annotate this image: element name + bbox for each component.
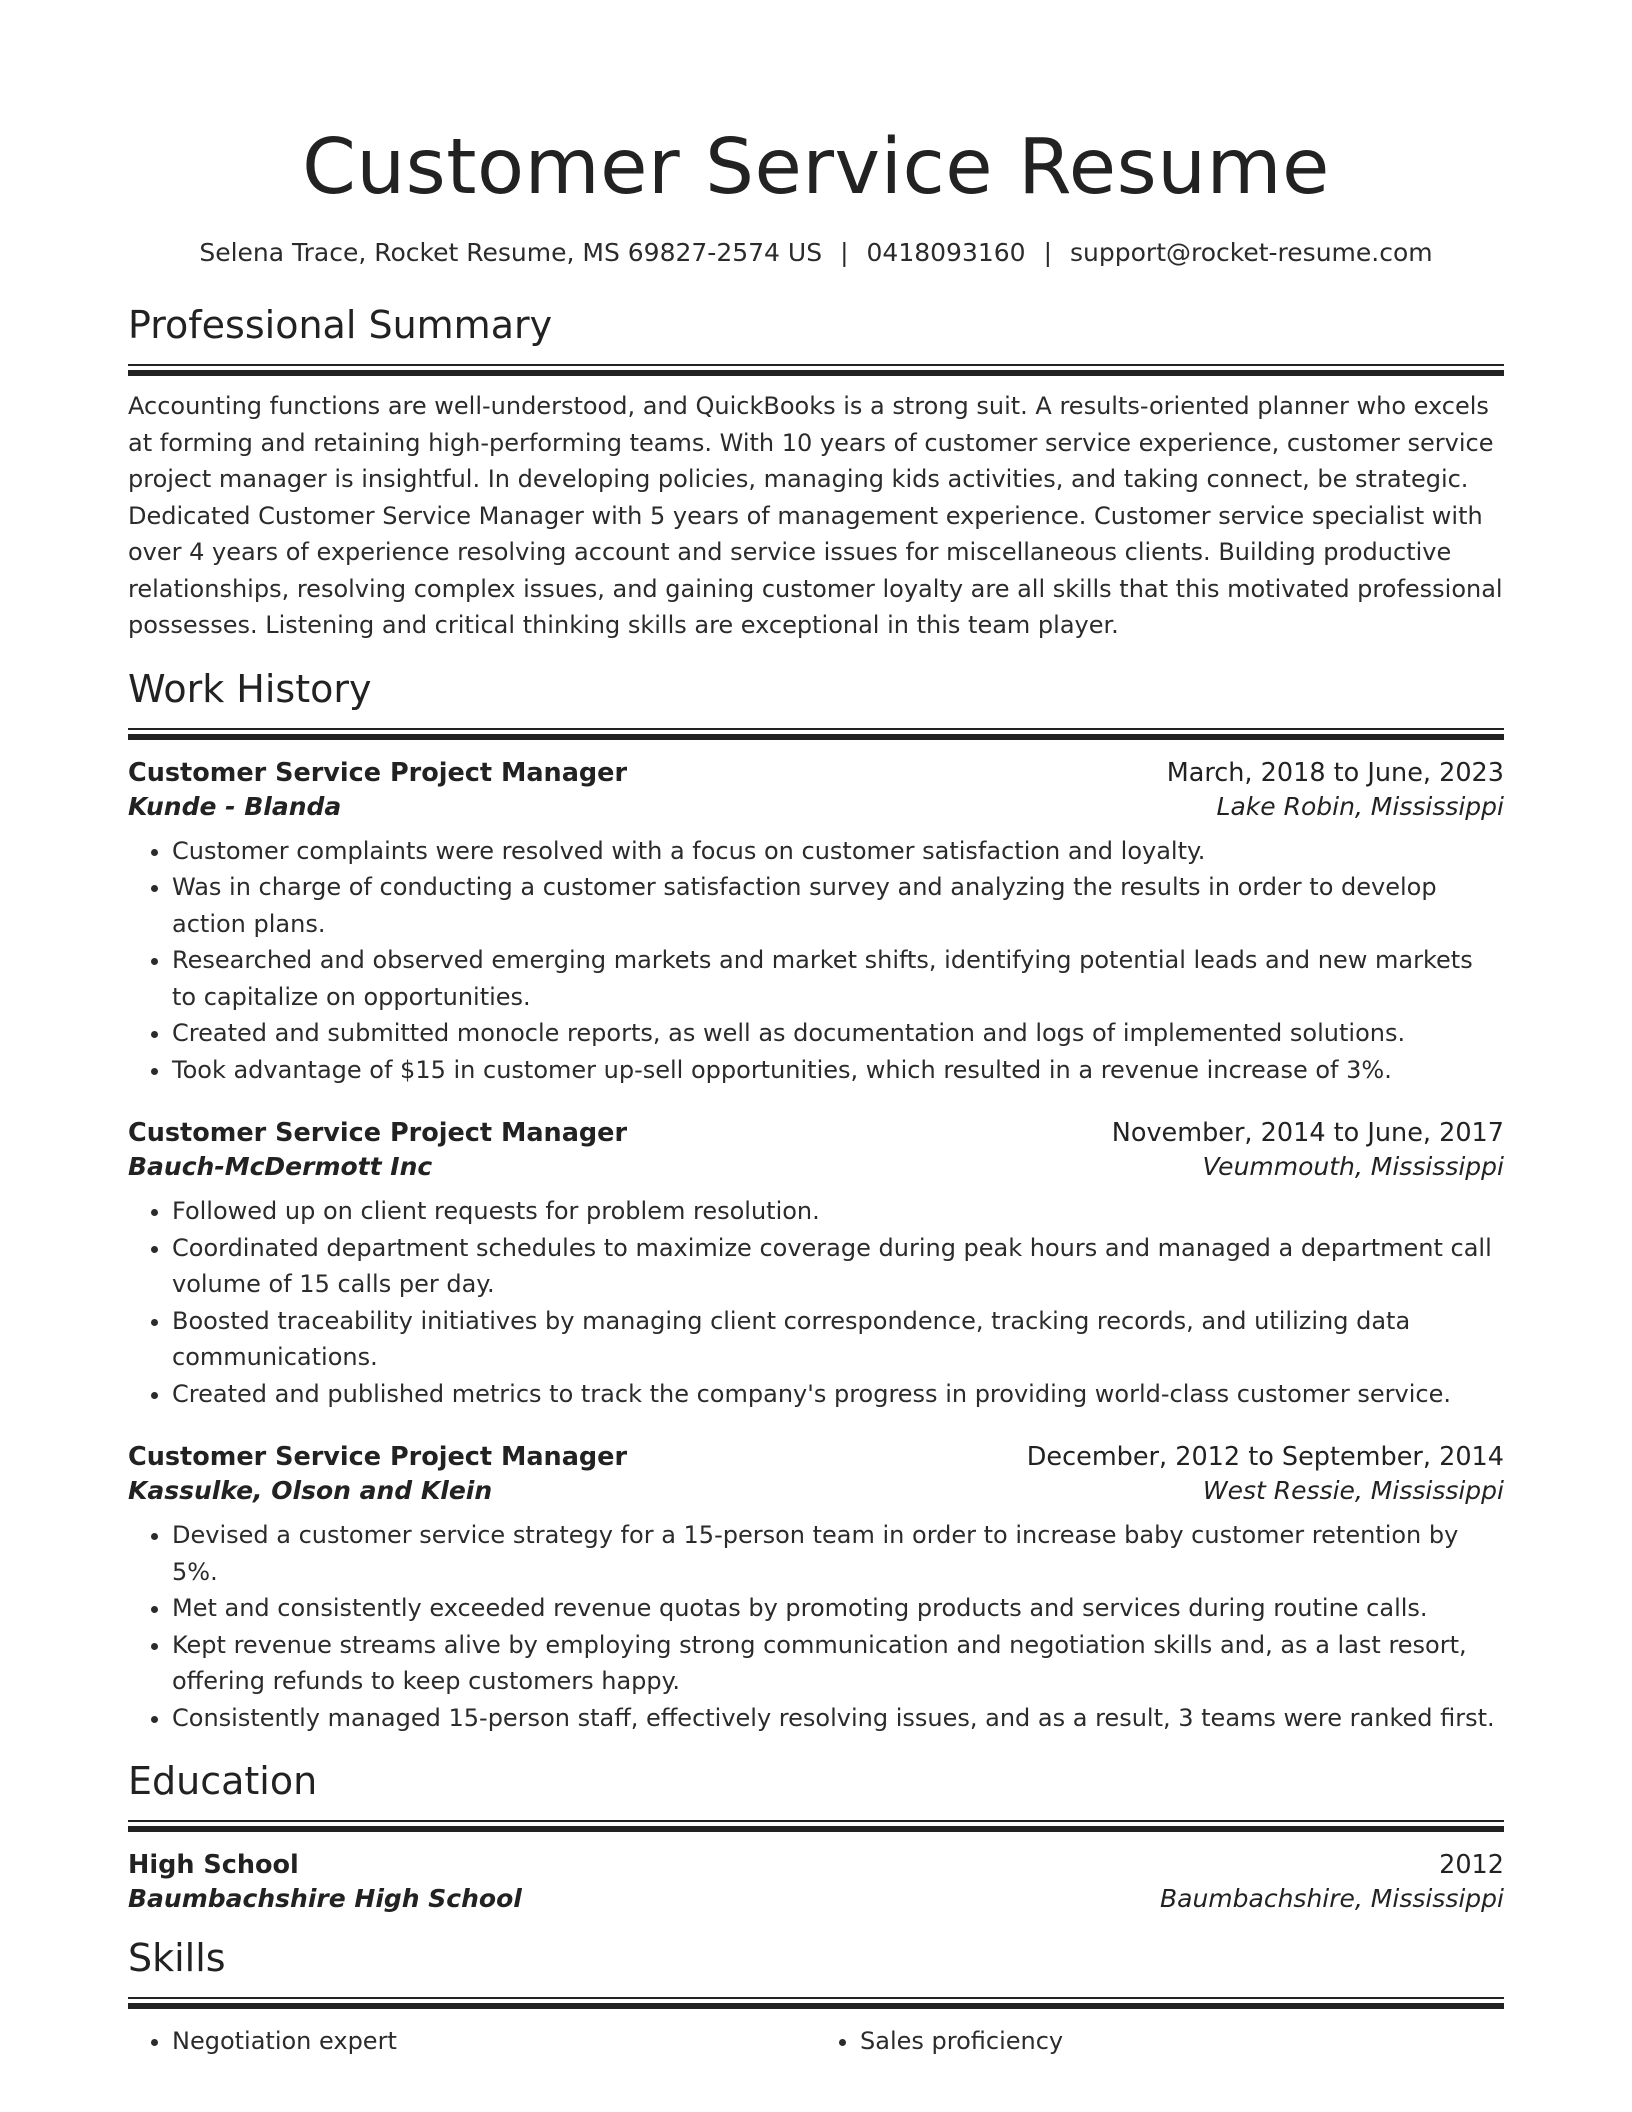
section-divider bbox=[128, 1997, 1504, 2009]
job-location: Veummouth, Mississippi bbox=[1202, 1152, 1504, 1181]
education-school: Baumbachshire High School bbox=[128, 1884, 522, 1913]
work-history-section bbox=[128, 664, 1504, 1737]
skills-section bbox=[128, 1933, 1504, 2060]
contact-phone: 0418093160 bbox=[866, 238, 1026, 267]
contact-line bbox=[128, 236, 1504, 270]
job-employer: Kunde - Blanda bbox=[128, 791, 342, 821]
job-dates: March, 2018 to June, 2023 bbox=[1166, 757, 1504, 788]
job-bullet: • Took advantage of $15 in customer up-sell opportunities, which resulted in a revenue increase of 3%. bbox=[172, 1052, 1504, 1089]
education-year: 2012 bbox=[1439, 1850, 1504, 1880]
summary-heading: Professional Summary bbox=[128, 303, 553, 347]
job-bullet: • Met and consistently exceeded revenue quotas by promoting products and services during routine calls. bbox=[172, 1590, 1504, 1627]
work-history-heading: Work History bbox=[128, 666, 372, 711]
summary-section bbox=[128, 300, 1504, 644]
job-employer: Bauch-McDermott Inc bbox=[128, 1152, 433, 1181]
job-employer: Kassulke, Olson and Klein bbox=[128, 1476, 493, 1505]
job-header-row bbox=[128, 758, 1504, 788]
education-header-row bbox=[128, 1850, 1504, 1880]
job-header-row bbox=[128, 1442, 1504, 1472]
job-entry bbox=[128, 1118, 1504, 1412]
job-bullet: • Boosted traceability initiatives by managing client correspondence, tracking records, and utilizing data communications. bbox=[172, 1303, 1504, 1376]
contact-address: Selena Trace, Rocket Resume, MS 69827-2574 US bbox=[199, 238, 823, 267]
job-title: Customer Service Project Manager bbox=[128, 1118, 628, 1148]
section-divider bbox=[128, 1820, 1504, 1832]
job-location: West Ressie, Mississippi bbox=[1202, 1476, 1504, 1505]
job-bullets bbox=[128, 833, 1504, 1089]
education-degree: High School bbox=[128, 1850, 299, 1880]
job-bullet: • Coordinated department schedules to maximize coverage during peak hours and managed a department call volume of 15 calls per day. bbox=[172, 1230, 1504, 1303]
job-bullet: • Researched and observed emerging markets and market shifts, identifying potential leads and new markets to capitalize on opportunities. bbox=[172, 942, 1504, 1015]
section-divider bbox=[128, 364, 1504, 376]
job-employer-row bbox=[128, 1476, 1504, 1505]
job-bullet: • Devised a customer service strategy for a 15-person team in order to increase baby customer retention by 5%. bbox=[172, 1517, 1504, 1590]
resume-title: Customer Service Resume bbox=[302, 123, 1330, 212]
job-entry bbox=[128, 1442, 1504, 1736]
job-bullet: • Created and published metrics to track the company's progress in providing world-class customer service. bbox=[172, 1376, 1504, 1413]
job-bullets bbox=[128, 1193, 1504, 1412]
contact-separator: | bbox=[1043, 238, 1053, 267]
job-dates: December, 2012 to September, 2014 bbox=[1026, 1442, 1504, 1472]
skill-item: • Negotiation expert bbox=[172, 2023, 816, 2060]
contact-separator: | bbox=[840, 238, 849, 267]
job-bullet: • Customer complaints were resolved with a focus on customer satisfaction and loyalty. bbox=[172, 833, 1504, 870]
education-entry bbox=[128, 1850, 1504, 1913]
education-school-row bbox=[128, 1884, 1504, 1913]
education-section bbox=[128, 1756, 1504, 1913]
skills-list-left bbox=[128, 2023, 816, 2060]
education-heading: Education bbox=[128, 1759, 318, 1803]
job-entry bbox=[128, 758, 1504, 1089]
section-divider bbox=[128, 728, 1504, 740]
job-title: Customer Service Project Manager bbox=[128, 757, 628, 788]
job-dates: November, 2014 to June, 2017 bbox=[1111, 1118, 1504, 1148]
job-employer-row bbox=[128, 792, 1504, 821]
job-bullets bbox=[128, 1517, 1504, 1736]
job-bullet: • Consistently managed 15-person staff, effectively resolving issues, and as a result, 3 teams were ranked first. bbox=[172, 1700, 1504, 1737]
job-bullet: • Followed up on client requests for problem resolution. bbox=[172, 1193, 1504, 1230]
education-location: Baumbachshire, Mississippi bbox=[1159, 1884, 1504, 1913]
job-title: Customer Service Project Manager bbox=[128, 1442, 628, 1472]
job-location: Lake Robin, Mississippi bbox=[1216, 791, 1504, 821]
skills-list-right bbox=[816, 2023, 1504, 2060]
job-header-row bbox=[128, 1118, 1504, 1148]
contact-email: support@rocket-resume.com bbox=[1070, 238, 1433, 267]
job-employer-row bbox=[128, 1152, 1504, 1181]
job-bullet: • Was in charge of conducting a customer satisfaction survey and analyzing the results in order to develop action plans. bbox=[172, 869, 1504, 942]
skills-heading: Skills bbox=[128, 1936, 226, 1980]
job-bullet: • Kept revenue streams alive by employing strong communication and negotiation skills and, as a last resort, offering refunds to keep customers happy. bbox=[172, 1627, 1504, 1700]
skills-grid bbox=[128, 2023, 1504, 2060]
summary-text: Accounting functions are well-understood, and QuickBooks is a strong suit. A results-oriented planner who excels at forming and retaining high-performing teams. With 10 years of customer service experience, customer service project manager is insightful. In developing policies, managing kids activities, and taking connect, be strategic. Dedicated Customer Service Manager with 5 years of management experience. Customer service specialist with over 4 years of experience resolving account and service issues for miscellaneous clients. Building productive relationships, resolving complex issues, and gaining customer loyalty are all skills that this motivated professional possesses. Listening and critical thinking skills are exceptional in this team player. bbox=[128, 392, 1503, 639]
resume-page bbox=[128, 0, 1504, 2060]
skill-item: • Sales proficiency bbox=[860, 2023, 1504, 2060]
job-bullet: • Created and submitted monocle reports, as well as documentation and logs of implemented solutions. bbox=[172, 1015, 1504, 1052]
